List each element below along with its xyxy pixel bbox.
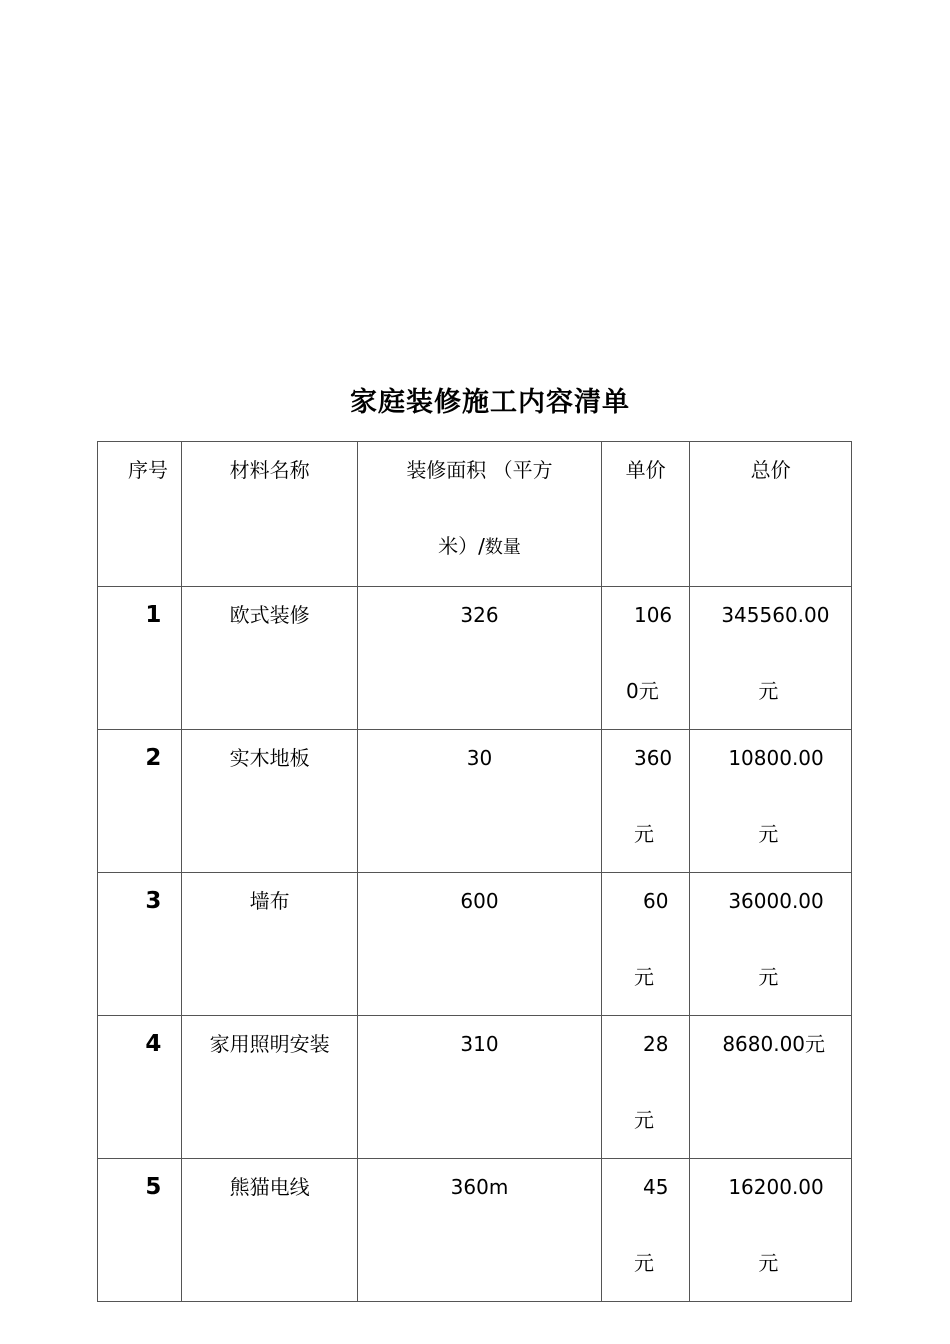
header-material: 材料名称 — [229, 458, 310, 482]
header-material-cell — [182, 442, 358, 587]
header-unit-price: 单价 — [625, 458, 666, 482]
header-area-cell — [358, 442, 602, 587]
row-unit-price: 28 — [642, 1032, 669, 1056]
row-unit-price-cont: 元 — [633, 1108, 654, 1132]
row-unit-price-cont: 元 — [633, 965, 654, 989]
row-material: 墙布 — [249, 889, 290, 913]
row-total-unit: 元 — [758, 1251, 779, 1275]
row-total: 8680.00元 — [722, 1032, 826, 1056]
header-area-line1: 装修面积 （平方 — [406, 458, 553, 482]
row-unit-price: 45 — [642, 1175, 669, 1199]
row-area: 326 — [460, 603, 499, 627]
table-row — [98, 587, 852, 730]
table-row — [98, 1159, 852, 1302]
table-row — [98, 730, 852, 873]
row-total: 10800.00 — [728, 746, 824, 770]
row-index: 5 — [145, 1174, 162, 1200]
header-unit-price-cell — [601, 442, 689, 587]
row-index: 1 — [145, 602, 162, 628]
row-unit-price: 106 — [633, 603, 673, 627]
row-index: 4 — [145, 1031, 162, 1057]
header-area-quantity: 数量 — [484, 537, 521, 558]
row-unit-price-cont: 元 — [633, 1251, 654, 1275]
header-total-cell — [690, 442, 852, 587]
row-unit-price: 60 — [642, 889, 669, 913]
row-unit-price-cont: 0元 — [625, 679, 659, 703]
table-row — [98, 873, 852, 1016]
header-area-unit: 米）/ — [438, 534, 485, 558]
row-total-unit: 元 — [758, 679, 779, 703]
table-header-row — [98, 442, 852, 587]
row-material: 家用照明安装 — [209, 1032, 330, 1056]
row-material: 实木地板 — [229, 746, 310, 770]
row-total-unit: 元 — [758, 822, 779, 846]
row-total-unit: 元 — [758, 965, 779, 989]
header-total: 总价 — [750, 458, 791, 482]
row-area: 310 — [460, 1032, 499, 1056]
row-area: 360m — [450, 1175, 509, 1199]
row-material: 熊猫电线 — [229, 1175, 310, 1199]
content-table — [97, 441, 852, 1302]
row-index: 2 — [145, 745, 162, 771]
page-title: 家庭装修施工内容清单 — [350, 387, 630, 418]
row-unit-price: 360 — [633, 746, 673, 770]
row-total: 36000.00 — [728, 889, 824, 913]
table-row — [98, 1016, 852, 1159]
row-total: 16200.00 — [728, 1175, 824, 1199]
row-area: 600 — [460, 889, 499, 913]
header-index: 序号 — [128, 458, 168, 482]
header-index-cell — [98, 442, 182, 587]
row-area: 30 — [466, 746, 493, 770]
row-index: 3 — [145, 888, 162, 914]
header-area-line2 — [358, 508, 601, 586]
row-unit-price-cont: 元 — [633, 822, 654, 846]
row-total: 345560.00 — [721, 603, 830, 627]
row-material: 欧式装修 — [229, 603, 310, 627]
